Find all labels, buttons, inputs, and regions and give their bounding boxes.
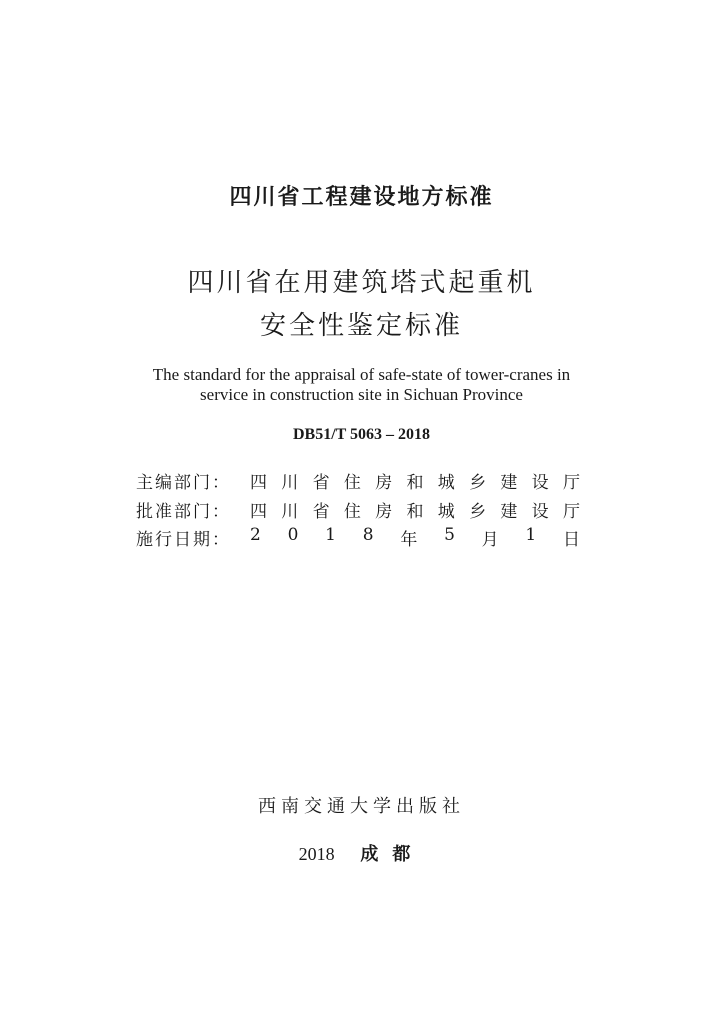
effective-date-label: 施行日期： bbox=[136, 529, 231, 550]
effective-date-char: 月 bbox=[481, 529, 499, 550]
editor-dept-row bbox=[136, 468, 580, 492]
editor-dept-char: 厅 bbox=[562, 472, 580, 493]
approval-dept-char: 四 bbox=[250, 501, 267, 522]
publication-line bbox=[0, 840, 723, 866]
editor-dept-char: 建 bbox=[500, 472, 518, 493]
standard-number: DB51/T 5063 – 2018 bbox=[292, 426, 431, 443]
effective-date-char: 日 bbox=[562, 529, 580, 550]
editor-dept-label: 主编部门： bbox=[136, 472, 231, 493]
editor-dept-value bbox=[250, 468, 580, 493]
effective-date-char: 0 bbox=[287, 524, 299, 545]
approval-dept-char: 住 bbox=[343, 501, 361, 522]
editor-dept-char: 住 bbox=[343, 472, 361, 493]
approval-dept-char: 和 bbox=[406, 501, 424, 522]
effective-date-value bbox=[250, 525, 580, 550]
approval-dept-char: 设 bbox=[531, 501, 549, 522]
english-title-line-2: service in construction site in Sichuan Province bbox=[200, 385, 523, 404]
effective-date-row bbox=[136, 525, 580, 549]
approval-dept-value bbox=[250, 497, 580, 522]
editor-dept-char: 和 bbox=[406, 472, 424, 493]
editor-dept-char: 川 bbox=[281, 472, 299, 493]
title-line-1: 四川省在用建筑塔式起重机 bbox=[187, 268, 536, 298]
effective-date-char: 年 bbox=[400, 529, 418, 550]
approval-dept-char: 城 bbox=[437, 501, 455, 522]
editor-dept-char: 城 bbox=[437, 472, 455, 493]
approval-dept-char: 乡 bbox=[469, 501, 487, 522]
editor-dept-char: 省 bbox=[312, 472, 330, 493]
approval-dept-char: 川 bbox=[281, 501, 299, 522]
publication-year: 2018 bbox=[298, 844, 335, 864]
editor-dept-char: 乡 bbox=[469, 472, 487, 493]
effective-date-char: 8 bbox=[362, 524, 374, 545]
english-title-line-1: The standard for the appraisal of safe-state of tower-cranes in bbox=[152, 365, 571, 384]
publisher-name: 西南交通大学出版社 bbox=[258, 796, 465, 817]
approval-dept-char: 建 bbox=[500, 501, 518, 522]
effective-date-char: 5 bbox=[444, 524, 455, 545]
editor-dept-char: 四 bbox=[250, 472, 267, 493]
approval-dept-char: 房 bbox=[375, 501, 393, 522]
publication-city: 成都 bbox=[360, 844, 425, 865]
effective-date-char: 2 bbox=[250, 524, 261, 545]
editor-dept-char: 设 bbox=[531, 472, 549, 493]
approval-dept-label: 批准部门： bbox=[136, 501, 231, 522]
effective-date-char: 1 bbox=[525, 524, 537, 545]
effective-date-char: 1 bbox=[325, 524, 336, 545]
approval-dept-char: 厅 bbox=[562, 501, 580, 522]
title-line-2: 安全性鉴定标准 bbox=[259, 311, 463, 341]
series-title: 四川省工程建设地方标准 bbox=[229, 185, 494, 210]
approval-dept-char: 省 bbox=[312, 501, 330, 522]
approval-dept-row bbox=[136, 497, 580, 521]
editor-dept-char: 房 bbox=[375, 472, 393, 493]
